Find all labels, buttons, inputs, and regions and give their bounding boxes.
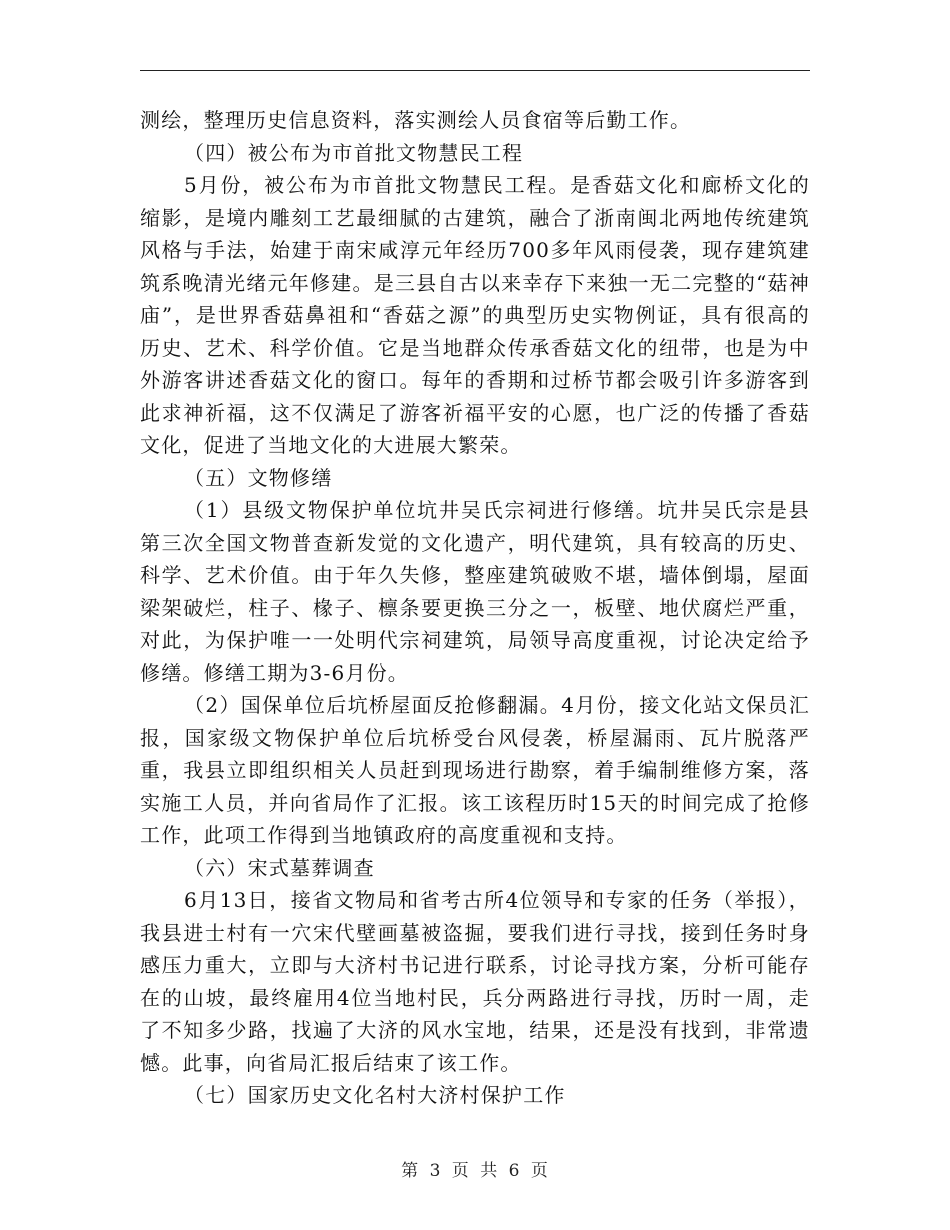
body-paragraph: 5月份，被公布为市首批文物慧民工程。是香菇文化和廊桥文化的缩影，是境内雕刻工艺最细腻的古建筑，融合了浙南闽北两地传统建筑风格与手法，始建于南宋咸淳元年经历700多年风雨侵袭，现存建筑建筑系晚清光绪元年修建。是三县自古以来幸存下来独一无二完整的“菇神庙”，是世界香菇鼻祖和“香菇之源”的典型历史实物例证，具有很高的历史、艺术、科学价值。它是当地群众传承香菇文化的纽带，也是为中外游客讲述香菇文化的窗口。每年的香期和过桥节都会吸引许多游客到此求神祈福，这不仅满足了游客祈福平安的心愿，也广泛的传播了香菇文化，促进了当地文化的大进展大繁荣。 — [140, 173, 810, 457]
body-paragraph: 测绘，整理历史信息资料，落实测绘人员食宿等后勤工作。 — [140, 108, 692, 132]
section-heading: （七）国家历史文化名村大济村保护工作 — [184, 1083, 566, 1107]
body-paragraph: （1）县级文物保护单位坑井吴氏宗祠进行修缮。坑井吴氏宗是县第三次全国文物普查新发觉的文化遗产，明代建筑，具有较高的历史、科学、艺术价值。由于年久失修，整座建筑破败不堪，墙体倒塌，屋面梁架破烂，柱子、椽子、檩条要更换三分之一，板壁、地伏腐烂严重，对此，为保护唯一一处明代宗祠建筑，局领导高度重视，讨论决定给予修缮。修缮工期为3-6月份。 — [140, 498, 810, 685]
header-rule — [140, 70, 810, 71]
page-number: 第 3 页 共 6 页 — [401, 1161, 549, 1181]
body-paragraph: （2）国保单位后坑桥屋面反抢修翻漏。4月份，接文化站文保员汇报，国家级文物保护单位后坑桥受台风侵袭，桥屋漏雨、瓦片脱落严重，我县立即组织相关人员赶到现场进行勘察，着手编制维修方案，落实施工人员，并向省局作了汇报。该工该程历时15天的时间完成了抢修工作，此项工作得到当地镇政府的高度重视和支持。 — [140, 693, 810, 847]
section-heading: （五）文物修缮 — [184, 465, 333, 490]
document-body — [140, 104, 810, 1112]
section-heading: （六）宋式墓葬调查 — [184, 855, 375, 880]
section-heading: （四）被公布为市首批文物慧民工程 — [184, 140, 524, 165]
body-paragraph: 6月13日，接省文物局和省考古所4位领导和专家的任务（举报），我县进士村有一穴宋代壁画墓被盗掘，要我们进行寻找，接到任务时身感压力重大，立即与大济村书记进行联系，讨论寻找方案，分析可能存在的山坡，最终雇用4位当地村民，兵分两路进行寻找，历时一周，走了不知多少路，找遍了大济的风水宝地，结果，还是没有找到，非常遗憾。此事，向省局汇报后结束了该工作。 — [140, 888, 810, 1075]
